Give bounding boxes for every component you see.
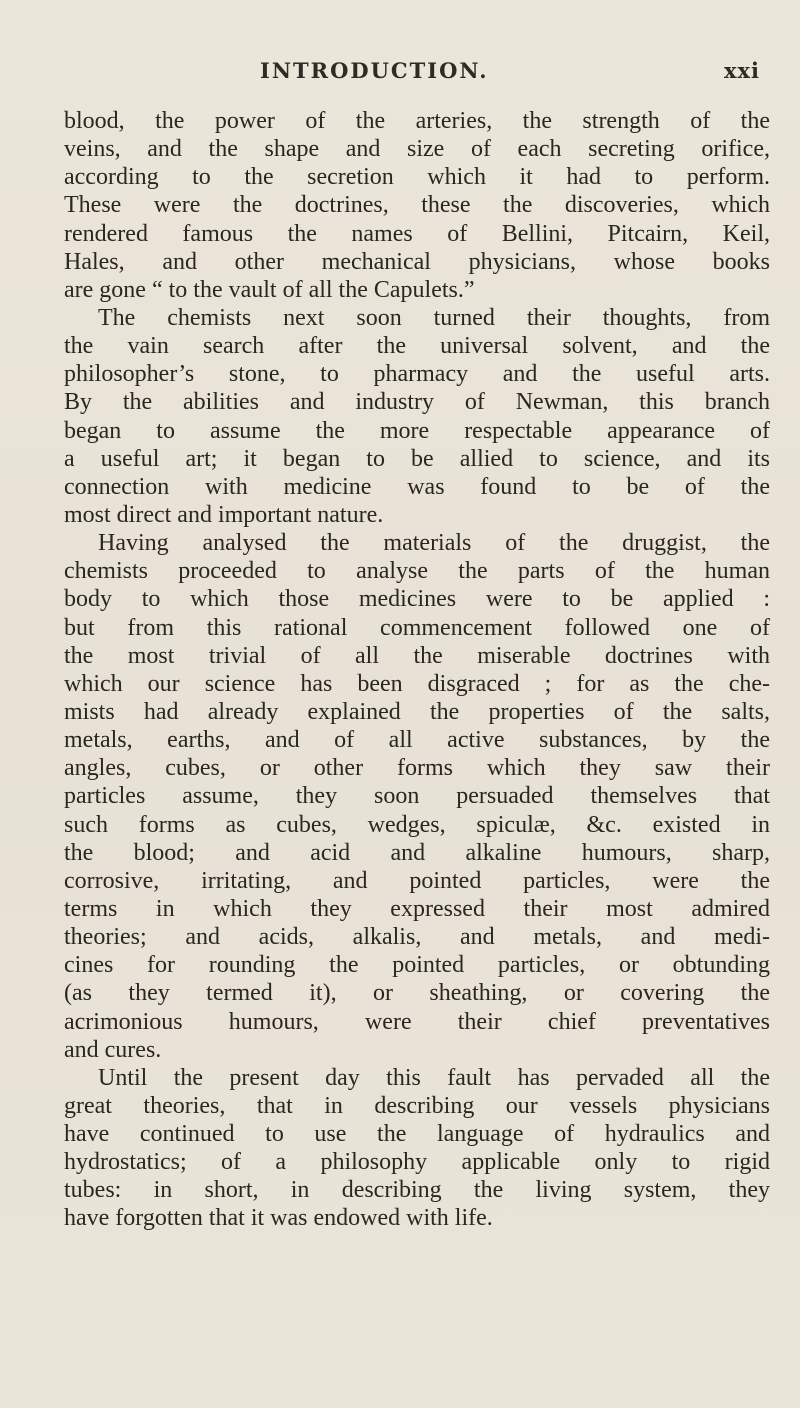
page-number: xxi xyxy=(723,58,760,83)
text-line: theories; and acids, alkalis, and metals, and medi- xyxy=(64,924,770,951)
text-line: veins, and the shape and size of each secreting orifice, xyxy=(64,136,770,163)
text-line: (as they termed it), or sheathing, or covering the xyxy=(64,980,770,1007)
text-line: body to which those medicines were to be applied : xyxy=(64,586,770,613)
text-line: such forms as cubes, wedges, spiculæ, &c. existed in xyxy=(64,811,770,838)
paragraph-start-line: Having analysed the materials of the druggist, the xyxy=(98,530,770,557)
paragraph-start-line: Until the present day this fault has pervaded all the xyxy=(98,1064,770,1091)
text-line: terms in which they expressed their most admired xyxy=(64,895,770,922)
running-title: INTRODUCTION. xyxy=(260,58,489,83)
text-line: Hales, and other mechanical physicians, whose books xyxy=(64,248,770,275)
text-line: blood, the power of the arteries, the strength of the xyxy=(64,108,770,134)
text-line: according to the secretion which it had to perform. xyxy=(64,164,770,191)
text-line: metals, earths, and of all active substances, by the xyxy=(64,727,770,754)
text-line: acrimonious humours, were their chief preventatives xyxy=(64,1008,770,1035)
text-line: but from this rational commencement followed one of xyxy=(64,614,770,641)
text-line: the blood; and acid and alkaline humours, sharp, xyxy=(64,839,770,866)
body-text xyxy=(64,107,770,1233)
text-line: angles, cubes, or other forms which they saw their xyxy=(64,755,770,782)
text-line: philosopher’s stone, to pharmacy and the useful arts. xyxy=(64,361,770,388)
text-line: tubes: in short, in describing the living system, they xyxy=(64,1177,770,1204)
text-line: most direct and important nature. xyxy=(64,501,384,528)
text-line: By the abilities and industry of Newman, this branch xyxy=(64,389,770,416)
text-line: the most trivial of all the miserable doctrines with xyxy=(64,642,770,669)
text-line: connection with medicine was found to be of the xyxy=(64,473,770,500)
text-line: great theories, that in describing our vessels physicians xyxy=(64,1092,770,1119)
text-line: have continued to use the language of hydraulics and xyxy=(64,1121,770,1148)
text-line: chemists proceeded to analyse the parts of the human xyxy=(64,558,770,585)
text-line: corrosive, irritating, and pointed particles, were the xyxy=(64,867,770,894)
text-line: cines for rounding the pointed particles, or obtunding xyxy=(64,952,770,979)
text-line: particles assume, they soon persuaded themselves that xyxy=(64,783,770,810)
text-line: have forgotten that it was endowed with life. xyxy=(64,1205,493,1232)
text-line: and cures. xyxy=(64,1036,162,1063)
text-line: the vain search after the universal solvent, and the xyxy=(64,333,770,360)
text-line: which our science has been disgraced ; for as the che- xyxy=(64,670,770,697)
text-line: mists had already explained the properties of the salts, xyxy=(64,698,770,725)
text-line: began to assume the more respectable appearance of xyxy=(64,417,770,444)
running-head xyxy=(60,58,760,88)
text-line: These were the doctrines, these the discoveries, which xyxy=(64,192,770,219)
text-line: rendered famous the names of Bellini, Pitcairn, Keil, xyxy=(64,220,770,247)
text-line: are gone “ to the vault of all the Capulets.” xyxy=(64,276,475,303)
paragraph-start-line: The chemists next soon turned their thoughts, from xyxy=(98,304,770,331)
text-line: hydrostatics; of a philosophy applicable only to rigid xyxy=(64,1149,770,1176)
text-line: a useful art; it began to be allied to science, and its xyxy=(64,445,770,472)
